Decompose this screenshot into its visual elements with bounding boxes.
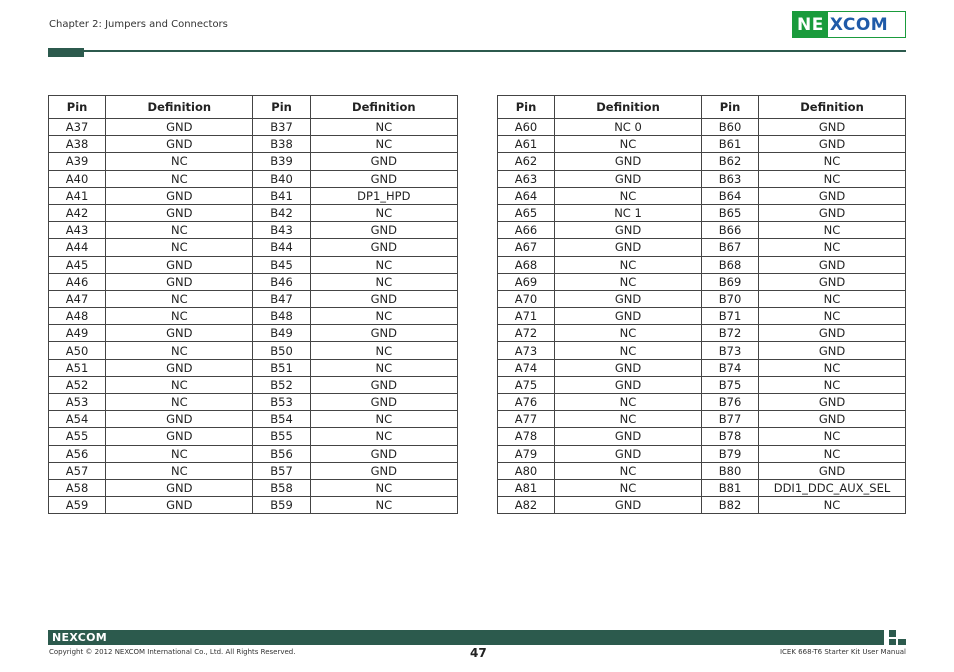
table-row bbox=[498, 170, 906, 187]
definition-cell: GND bbox=[555, 153, 702, 170]
definition-cell: NC bbox=[555, 256, 702, 273]
header-pin: Pin bbox=[253, 96, 310, 119]
pin-cell: B76 bbox=[702, 394, 759, 411]
definition-cell: NC bbox=[555, 342, 702, 359]
definition-cell: GND bbox=[106, 204, 253, 221]
definition-cell: NC bbox=[310, 308, 457, 325]
pin-cell: B57 bbox=[253, 462, 310, 479]
definition-cell: GND bbox=[310, 325, 457, 342]
definition-cell: NC bbox=[310, 136, 457, 153]
logo-text-com: XCOM bbox=[829, 14, 889, 35]
definition-cell: GND bbox=[310, 222, 457, 239]
definition-cell: GND bbox=[759, 394, 906, 411]
header-rule-block bbox=[48, 48, 84, 57]
definition-cell: GND bbox=[310, 239, 457, 256]
definition-cell: NC bbox=[310, 256, 457, 273]
pin-cell: B72 bbox=[702, 325, 759, 342]
definition-cell: NC bbox=[555, 394, 702, 411]
definition-cell: GND bbox=[555, 497, 702, 514]
table-row bbox=[498, 187, 906, 204]
pin-cell: B67 bbox=[702, 239, 759, 256]
table-row bbox=[498, 497, 906, 514]
table-row bbox=[49, 308, 458, 325]
pin-cell: A54 bbox=[49, 411, 106, 428]
definition-cell: NC bbox=[759, 359, 906, 376]
definition-cell: NC bbox=[759, 170, 906, 187]
definition-cell: NC bbox=[759, 222, 906, 239]
definition-cell: NC bbox=[106, 290, 253, 307]
definition-cell: GND bbox=[759, 462, 906, 479]
pin-cell: A61 bbox=[498, 136, 555, 153]
definition-cell: GND bbox=[106, 256, 253, 273]
definition-cell: NC bbox=[759, 308, 906, 325]
definition-cell: NC bbox=[310, 497, 457, 514]
definition-cell: GND bbox=[555, 428, 702, 445]
table-row bbox=[49, 119, 458, 136]
pin-cell: B59 bbox=[253, 497, 310, 514]
table-row bbox=[498, 256, 906, 273]
pin-cell: B39 bbox=[253, 153, 310, 170]
nexcom-logo bbox=[792, 11, 906, 38]
definition-cell: NC bbox=[106, 462, 253, 479]
pin-cell: B71 bbox=[702, 308, 759, 325]
pin-cell: B78 bbox=[702, 428, 759, 445]
definition-cell: DDI1_DDC_AUX_SEL bbox=[759, 479, 906, 496]
pin-cell: A72 bbox=[498, 325, 555, 342]
pin-cell: B74 bbox=[702, 359, 759, 376]
definition-cell: NC bbox=[310, 411, 457, 428]
pin-cell: B62 bbox=[702, 153, 759, 170]
definition-cell: NC bbox=[555, 479, 702, 496]
definition-cell: NC bbox=[106, 445, 253, 462]
header-definition: Definition bbox=[106, 96, 253, 119]
definition-cell: GND bbox=[310, 394, 457, 411]
definition-cell: GND bbox=[759, 204, 906, 221]
definition-cell: GND bbox=[555, 239, 702, 256]
definition-cell: NC bbox=[310, 119, 457, 136]
definition-cell: GND bbox=[106, 187, 253, 204]
table-row bbox=[498, 428, 906, 445]
copyright-text: Copyright © 2012 NEXCOM International Co., Ltd. All Rights Reserved. bbox=[49, 648, 296, 656]
table-row bbox=[49, 479, 458, 496]
definition-cell: NC bbox=[106, 376, 253, 393]
definition-cell: NC bbox=[759, 239, 906, 256]
pin-cell: B75 bbox=[702, 376, 759, 393]
table-row bbox=[498, 239, 906, 256]
definition-cell: NC bbox=[106, 394, 253, 411]
pin-cell: A44 bbox=[49, 239, 106, 256]
table-row bbox=[498, 376, 906, 393]
pin-cell: B47 bbox=[253, 290, 310, 307]
definition-cell: NC bbox=[106, 239, 253, 256]
pin-cell: B43 bbox=[253, 222, 310, 239]
pin-cell: B45 bbox=[253, 256, 310, 273]
footer-square-decoration bbox=[889, 639, 896, 645]
definition-cell: NC bbox=[555, 325, 702, 342]
pin-cell: B41 bbox=[253, 187, 310, 204]
definition-cell: GND bbox=[106, 497, 253, 514]
manual-title: ICEK 668-T6 Starter Kit User Manual bbox=[779, 648, 906, 656]
definition-cell: GND bbox=[759, 187, 906, 204]
pin-cell: B64 bbox=[702, 187, 759, 204]
definition-cell: GND bbox=[555, 359, 702, 376]
pin-cell: A60 bbox=[498, 119, 555, 136]
definition-cell: GND bbox=[759, 411, 906, 428]
pin-cell: A73 bbox=[498, 342, 555, 359]
pin-cell: A62 bbox=[498, 153, 555, 170]
pin-cell: A64 bbox=[498, 187, 555, 204]
pin-cell: B54 bbox=[253, 411, 310, 428]
chapter-title: Chapter 2: Jumpers and Connectors bbox=[49, 19, 228, 30]
pin-cell: A74 bbox=[498, 359, 555, 376]
header-definition: Definition bbox=[555, 96, 702, 119]
header-pin: Pin bbox=[498, 96, 555, 119]
table-header-row bbox=[498, 96, 906, 119]
pin-cell: A77 bbox=[498, 411, 555, 428]
definition-cell: NC bbox=[555, 273, 702, 290]
definition-cell: DP1_HPD bbox=[310, 187, 457, 204]
pin-cell: A66 bbox=[498, 222, 555, 239]
pin-cell: A48 bbox=[49, 308, 106, 325]
definition-cell: GND bbox=[759, 119, 906, 136]
definition-cell: NC bbox=[310, 479, 457, 496]
definition-cell: GND bbox=[759, 342, 906, 359]
pin-cell: A80 bbox=[498, 462, 555, 479]
definition-cell: GND bbox=[106, 325, 253, 342]
pin-cell: A79 bbox=[498, 445, 555, 462]
pin-cell: A67 bbox=[498, 239, 555, 256]
pin-table-right bbox=[497, 95, 906, 514]
pin-cell: A58 bbox=[49, 479, 106, 496]
definition-cell: NC bbox=[555, 462, 702, 479]
definition-cell: GND bbox=[106, 136, 253, 153]
pin-cell: B49 bbox=[253, 325, 310, 342]
definition-cell: GND bbox=[555, 308, 702, 325]
pin-cell: A82 bbox=[498, 497, 555, 514]
table-header-row bbox=[49, 96, 458, 119]
definition-cell: GND bbox=[106, 359, 253, 376]
definition-cell: NC bbox=[106, 342, 253, 359]
footer-square-decoration bbox=[898, 639, 906, 645]
definition-cell: NC 0 bbox=[555, 119, 702, 136]
pin-cell: A38 bbox=[49, 136, 106, 153]
definition-cell: NC bbox=[759, 290, 906, 307]
pin-cell: B40 bbox=[253, 170, 310, 187]
header-definition: Definition bbox=[759, 96, 906, 119]
definition-cell: GND bbox=[759, 325, 906, 342]
pin-cell: A63 bbox=[498, 170, 555, 187]
pin-cell: B37 bbox=[253, 119, 310, 136]
pin-cell: A56 bbox=[49, 445, 106, 462]
definition-cell: GND bbox=[106, 411, 253, 428]
pin-cell: B63 bbox=[702, 170, 759, 187]
definition-cell: GND bbox=[310, 445, 457, 462]
footer-square-decoration bbox=[889, 630, 896, 637]
definition-cell: NC bbox=[310, 204, 457, 221]
pin-cell: A47 bbox=[49, 290, 106, 307]
page-number: 47 bbox=[470, 646, 487, 660]
pin-cell: A68 bbox=[498, 256, 555, 273]
pin-cell: B82 bbox=[702, 497, 759, 514]
table-row bbox=[498, 153, 906, 170]
pin-cell: A49 bbox=[49, 325, 106, 342]
pin-cell: B46 bbox=[253, 273, 310, 290]
logo-text-ne: NE bbox=[793, 12, 828, 37]
pin-cell: B60 bbox=[702, 119, 759, 136]
table-row bbox=[498, 308, 906, 325]
pin-cell: B52 bbox=[253, 376, 310, 393]
pin-cell: A57 bbox=[49, 462, 106, 479]
definition-cell: NC bbox=[759, 153, 906, 170]
table-row bbox=[49, 394, 458, 411]
definition-cell: NC bbox=[759, 428, 906, 445]
table-row bbox=[498, 290, 906, 307]
pin-cell: A40 bbox=[49, 170, 106, 187]
definition-cell: GND bbox=[555, 376, 702, 393]
pin-cell: B38 bbox=[253, 136, 310, 153]
table-row bbox=[498, 119, 906, 136]
definition-cell: GND bbox=[759, 273, 906, 290]
table-row bbox=[49, 290, 458, 307]
header-pin: Pin bbox=[49, 96, 106, 119]
definition-cell: GND bbox=[310, 376, 457, 393]
table-row bbox=[49, 170, 458, 187]
definition-cell: GND bbox=[555, 290, 702, 307]
table-row bbox=[49, 222, 458, 239]
table-row bbox=[49, 359, 458, 376]
table-row bbox=[498, 342, 906, 359]
pin-cell: A39 bbox=[49, 153, 106, 170]
table-row bbox=[498, 273, 906, 290]
pin-cell: B55 bbox=[253, 428, 310, 445]
pin-cell: A71 bbox=[498, 308, 555, 325]
pin-cell: A52 bbox=[49, 376, 106, 393]
table-row bbox=[498, 359, 906, 376]
definition-cell: GND bbox=[310, 170, 457, 187]
definition-cell: GND bbox=[555, 222, 702, 239]
pin-cell: B79 bbox=[702, 445, 759, 462]
pin-cell: A50 bbox=[49, 342, 106, 359]
table-row bbox=[498, 136, 906, 153]
pin-cell: A70 bbox=[498, 290, 555, 307]
pin-cell: B73 bbox=[702, 342, 759, 359]
pin-cell: B80 bbox=[702, 462, 759, 479]
pin-cell: B69 bbox=[702, 273, 759, 290]
pin-cell: A65 bbox=[498, 204, 555, 221]
definition-cell: NC bbox=[310, 342, 457, 359]
footer-bar bbox=[48, 630, 884, 645]
pin-cell: A78 bbox=[498, 428, 555, 445]
pin-cell: B51 bbox=[253, 359, 310, 376]
table-row bbox=[49, 376, 458, 393]
table-row bbox=[49, 187, 458, 204]
definition-cell: NC bbox=[106, 222, 253, 239]
table-row bbox=[49, 153, 458, 170]
pin-cell: A75 bbox=[498, 376, 555, 393]
definition-cell: GND bbox=[106, 119, 253, 136]
pin-cell: B65 bbox=[702, 204, 759, 221]
definition-cell: GND bbox=[310, 153, 457, 170]
table-row bbox=[498, 204, 906, 221]
table-row bbox=[49, 411, 458, 428]
pin-cell: A59 bbox=[49, 497, 106, 514]
pin-cell: A69 bbox=[498, 273, 555, 290]
pin-cell: A53 bbox=[49, 394, 106, 411]
definition-cell: GND bbox=[555, 170, 702, 187]
pin-cell: B68 bbox=[702, 256, 759, 273]
definition-cell: NC bbox=[555, 411, 702, 428]
table-row bbox=[498, 445, 906, 462]
pin-cell: A51 bbox=[49, 359, 106, 376]
table-row bbox=[49, 273, 458, 290]
pin-cell: A37 bbox=[49, 119, 106, 136]
definition-cell: GND bbox=[555, 445, 702, 462]
definition-cell: GND bbox=[759, 256, 906, 273]
pin-cell: B66 bbox=[702, 222, 759, 239]
definition-cell: NC bbox=[310, 359, 457, 376]
pin-cell: B53 bbox=[253, 394, 310, 411]
table-row bbox=[49, 342, 458, 359]
definition-cell: NC bbox=[310, 428, 457, 445]
definition-cell: NC bbox=[106, 308, 253, 325]
table-row bbox=[49, 445, 458, 462]
pin-table-left bbox=[48, 95, 458, 514]
pin-cell: A76 bbox=[498, 394, 555, 411]
table-row bbox=[498, 222, 906, 239]
definition-cell: GND bbox=[106, 479, 253, 496]
pin-cell: B42 bbox=[253, 204, 310, 221]
definition-cell: NC bbox=[759, 376, 906, 393]
table-row bbox=[49, 428, 458, 445]
table-row bbox=[49, 497, 458, 514]
header-pin: Pin bbox=[702, 96, 759, 119]
pin-cell: B56 bbox=[253, 445, 310, 462]
definition-cell: NC 1 bbox=[555, 204, 702, 221]
definition-cell: NC bbox=[555, 136, 702, 153]
pin-cell: B44 bbox=[253, 239, 310, 256]
pin-cell: A42 bbox=[49, 204, 106, 221]
pin-cell: A43 bbox=[49, 222, 106, 239]
table-row bbox=[498, 411, 906, 428]
pin-cell: A46 bbox=[49, 273, 106, 290]
definition-cell: GND bbox=[106, 273, 253, 290]
pin-cell: B77 bbox=[702, 411, 759, 428]
pin-cell: A41 bbox=[49, 187, 106, 204]
definition-cell: NC bbox=[759, 497, 906, 514]
table-row bbox=[49, 239, 458, 256]
definition-cell: NC bbox=[759, 445, 906, 462]
table-row bbox=[49, 325, 458, 342]
pin-cell: A81 bbox=[498, 479, 555, 496]
pin-cell: B70 bbox=[702, 290, 759, 307]
pin-cell: A45 bbox=[49, 256, 106, 273]
definition-cell: GND bbox=[310, 290, 457, 307]
table-row bbox=[498, 394, 906, 411]
definition-cell: GND bbox=[106, 428, 253, 445]
pin-cell: B81 bbox=[702, 479, 759, 496]
table-row bbox=[49, 256, 458, 273]
header-rule bbox=[84, 50, 906, 52]
table-row bbox=[498, 479, 906, 496]
pin-cell: B61 bbox=[702, 136, 759, 153]
definition-cell: NC bbox=[555, 187, 702, 204]
footer-logo: NEXCOM bbox=[52, 631, 107, 644]
table-row bbox=[49, 136, 458, 153]
pin-cell: B58 bbox=[253, 479, 310, 496]
definition-cell: GND bbox=[310, 462, 457, 479]
table-row bbox=[498, 325, 906, 342]
pin-cell: B48 bbox=[253, 308, 310, 325]
definition-cell: GND bbox=[759, 136, 906, 153]
definition-cell: NC bbox=[106, 153, 253, 170]
header-definition: Definition bbox=[310, 96, 457, 119]
table-row bbox=[49, 462, 458, 479]
definition-cell: NC bbox=[106, 170, 253, 187]
definition-cell: NC bbox=[310, 273, 457, 290]
pin-cell: B50 bbox=[253, 342, 310, 359]
table-row bbox=[498, 462, 906, 479]
table-row bbox=[49, 204, 458, 221]
pin-cell: A55 bbox=[49, 428, 106, 445]
